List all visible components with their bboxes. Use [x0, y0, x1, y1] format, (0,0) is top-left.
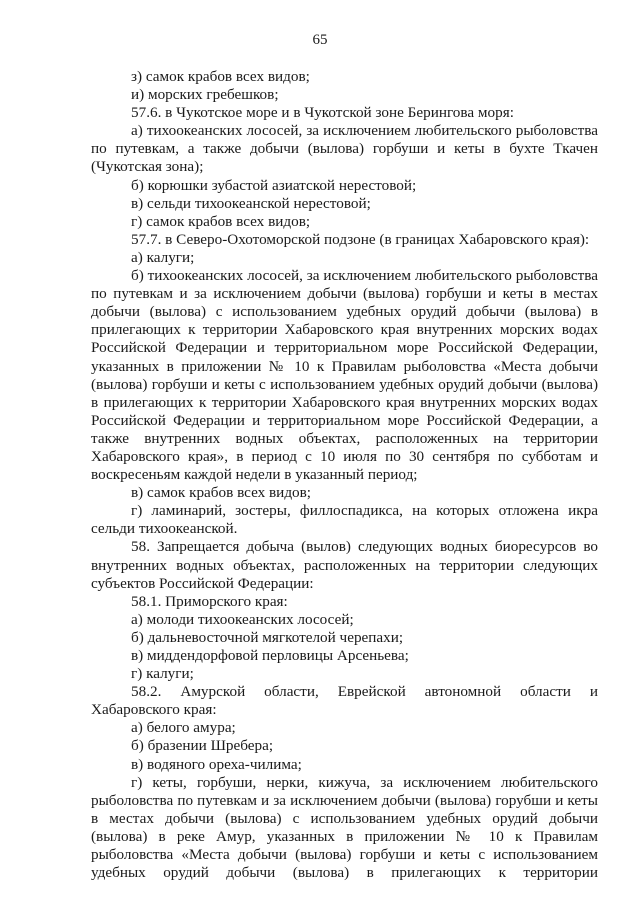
paragraph: а) калуги;: [131, 248, 195, 266]
paragraph: б) тихоокеанских лососей, за исключением любительского рыболовства по путевкам и за исключением добычи (вылова) горбуши и кеты в местах добычи (вылова) с использованием удебных орудий добычи (вылова) в прилегающих к территории Хабаровского края внутренних морских водах Российской Федерации и территориальном море Российской Федерации, указанных в приложении № 10 к Правилам рыболовства «Места добычи (вылова) горбуши и кеты с использованием удебных орудий добычи (вылова) в прилегающих к территории Хабаровского края внутренних морских водах Российской Федерации и территориальном море Российской Федерации, а также внутренних водных объектах, расположенных на территории Хабаровского края», в период с 10 июля по 30 сентября по субботам и воскресеньям каждой недели в указанный период;: [91, 267, 598, 484]
paragraph: а) белого амура;: [131, 719, 236, 737]
paragraph: а) тихоокеанских лососей, за исключением любительского рыболовства по путевкам, а также добычи (вылова) горбуши и кеты в бухте Ткачен (Чукотская зона);: [91, 122, 598, 176]
paragraph: б) дальневосточной мягкотелой черепахи;: [131, 628, 404, 646]
paragraph: б) корюшки зубастой азиатской нерестовой;: [131, 176, 417, 194]
paragraph: в) миддендорфовой перловицы Арсеньева;: [131, 647, 409, 664]
paragraph: 58. Запрещается добыча (вылов) следующих водных биоресурсов во внутренних водных объектах, расположенных на территории следующих субъектов Российской Федерации:: [91, 538, 598, 592]
paragraph: в) сельди тихоокеанской нерестовой;: [131, 194, 371, 212]
paragraph: б) бразении Шребера;: [131, 737, 274, 755]
paragraph: 58.1. Приморского края:: [131, 592, 288, 610]
paragraph: и) морских гребешков;: [131, 86, 279, 104]
paragraph: в) самок крабов всех видов;: [131, 484, 312, 502]
paragraph: 57.6. в Чукотское море и в Чукотской зоне Берингова моря:: [131, 104, 514, 122]
paragraph: 57.7. в Северо-Охотоморской подзоне (в границах Хабаровского края):: [131, 230, 590, 248]
paragraph: 58.2. Амурской области, Еврейской автономной области и Хабаровского края:: [91, 683, 598, 719]
paragraph: в) водяного ореха-чилима;: [131, 755, 302, 773]
paragraph: г) кеты, горбуши, нерки, кижуча, за исключением любительского рыболовства по путевкам и за исключением добычи (вылова) горубши и кеты в местах добычи (вылова) с использованием удебных орудий добычи (вылова) в реке Амур, указанных в приложении № 10 к Правилам рыболовства «Места добычи (вылова) горбуши и кеты с использованием удебных орудий добычи (вылова) в прилегающих к территории: [91, 773, 598, 882]
paragraph: г) ламинарий, зостеры, филлоспадикса, на которых отложена икра сельди тихоокеанской.: [91, 502, 598, 538]
paragraph: г) самок крабов всех видов;: [131, 212, 311, 230]
paragraph: г) калуги;: [131, 665, 194, 683]
paragraph: з) самок крабов всех видов;: [131, 68, 310, 85]
document-body: [91, 68, 598, 882]
paragraph: а) молоди тихоокеанских лососей;: [131, 610, 354, 628]
page-number: 65: [312, 32, 328, 48]
